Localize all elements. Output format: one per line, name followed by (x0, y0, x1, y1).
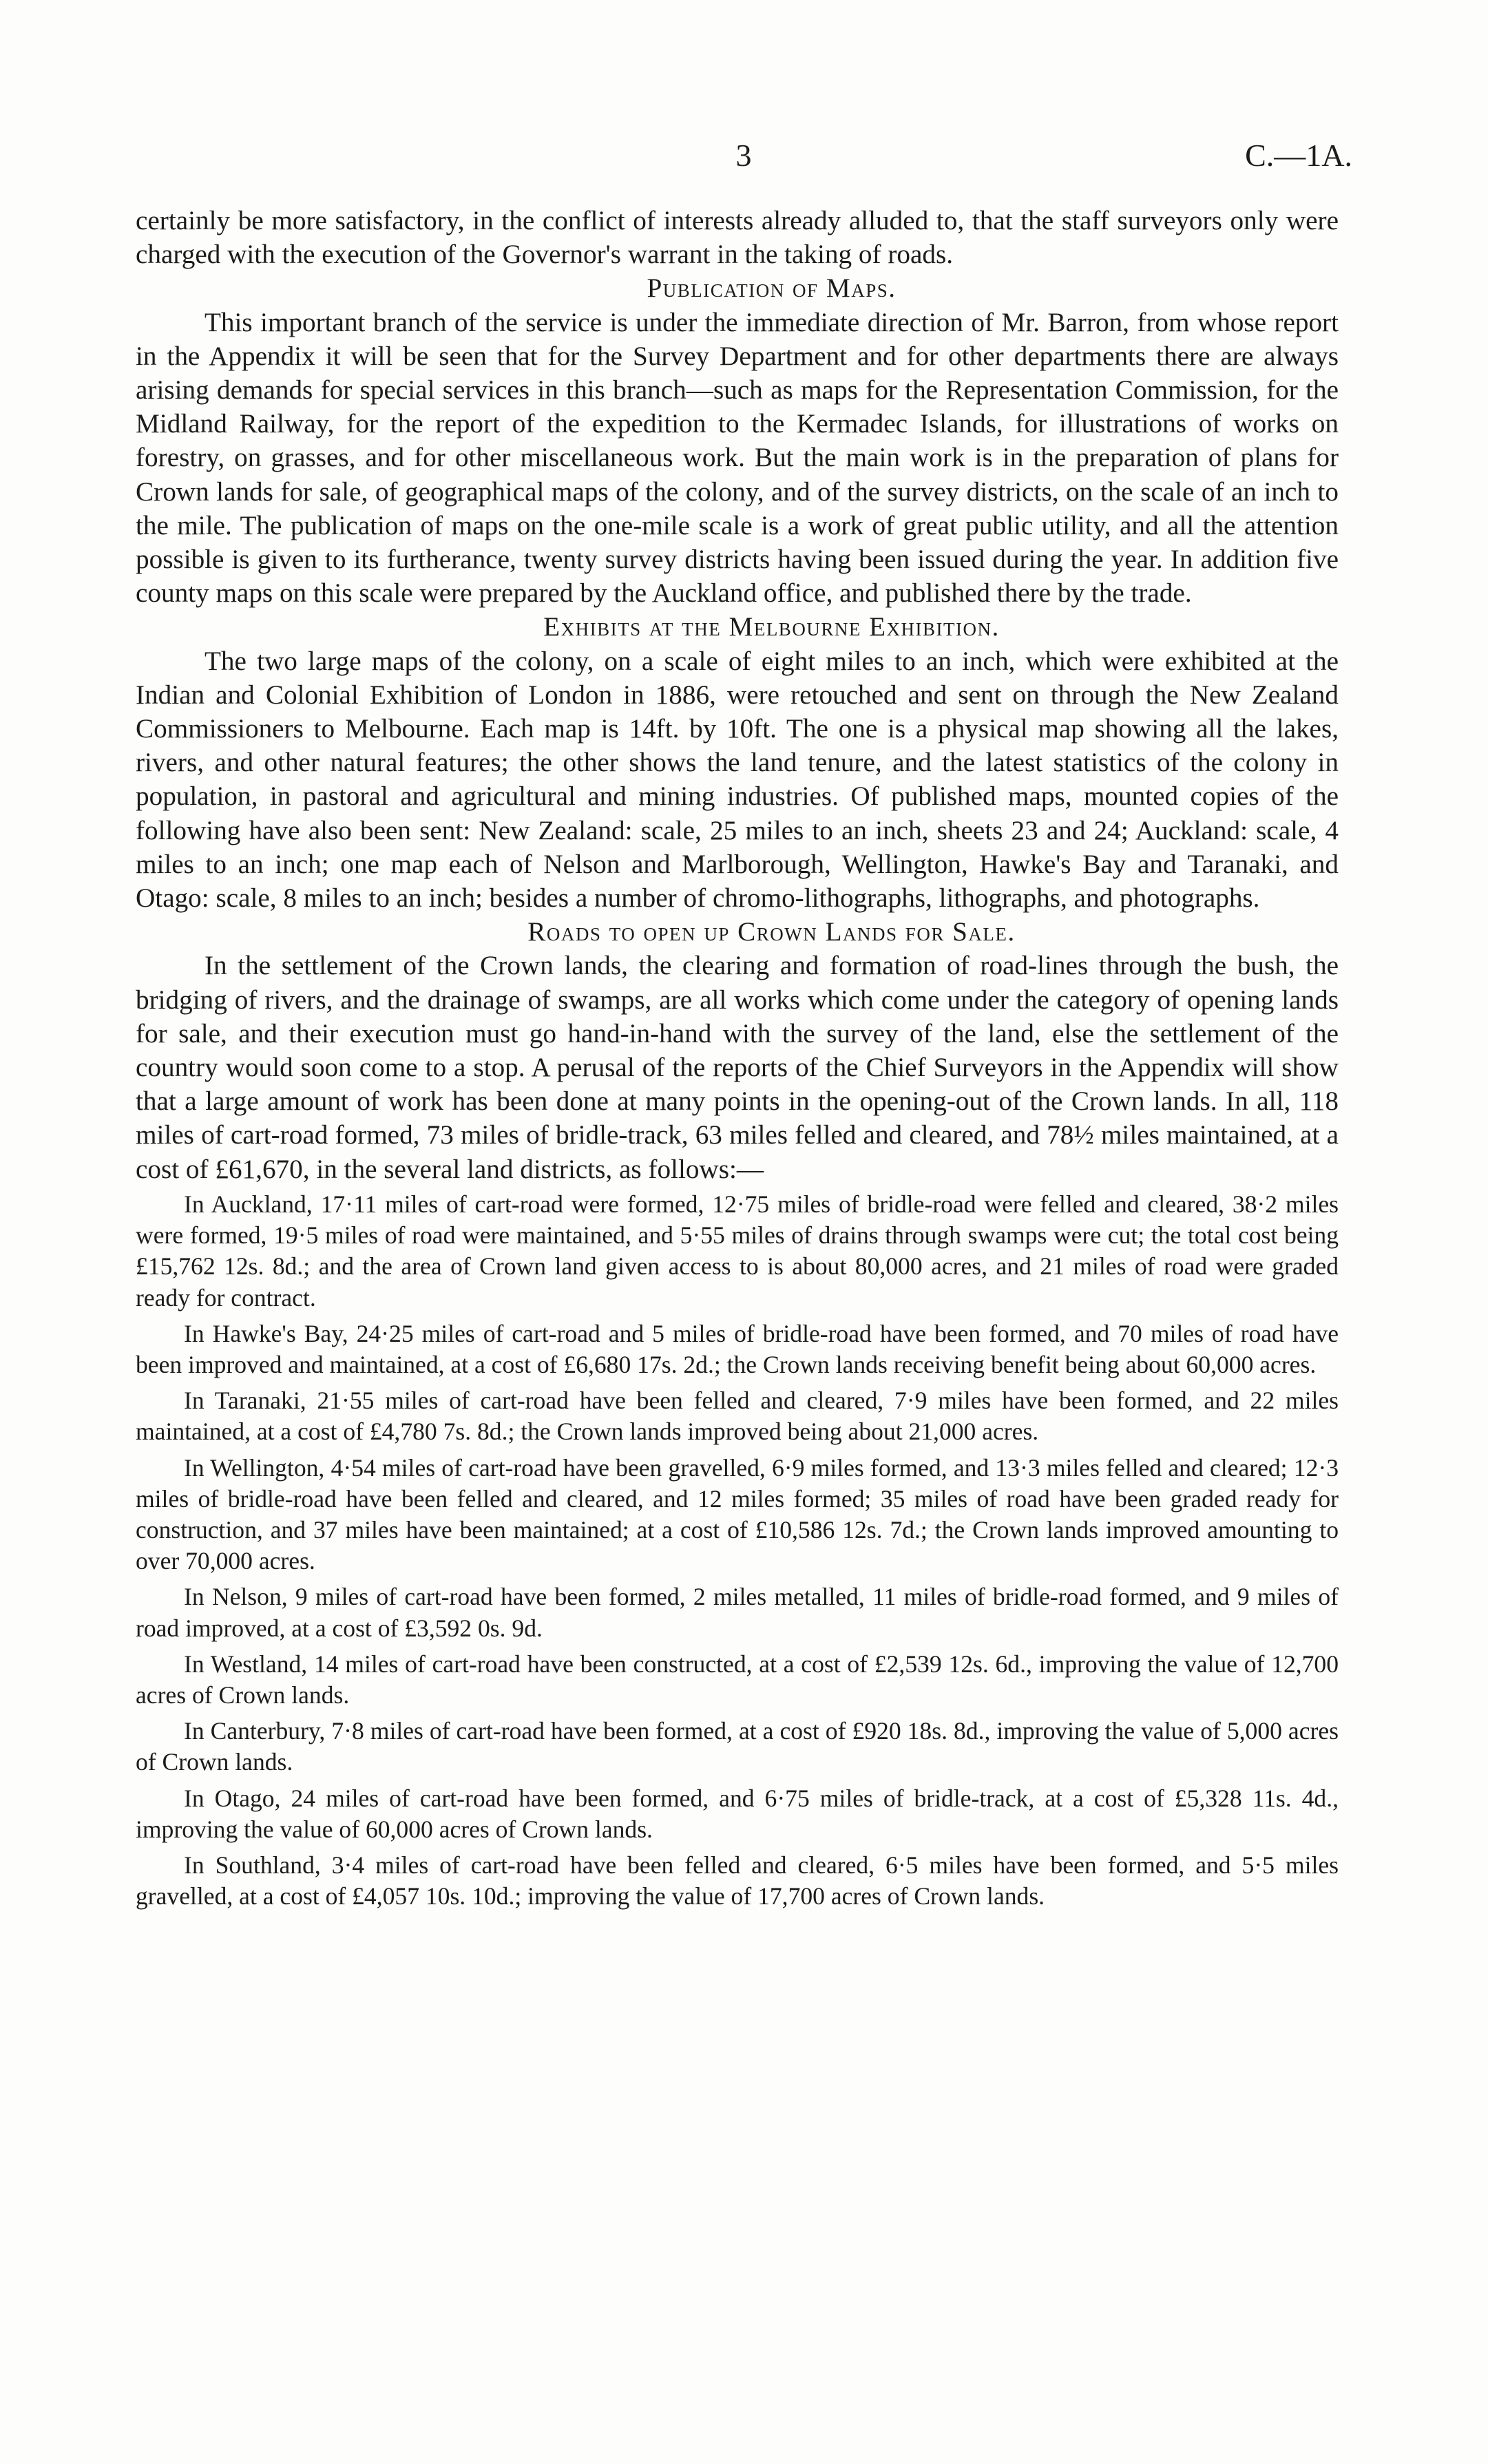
district-canterbury: In Canterbury, 7·8 miles of cart-road have been formed, at a cost of £920 18s. 8d., improving the value of 5,000 acres of Crown lands. (136, 1717, 1339, 1776)
district-nelson: In Nelson, 9 miles of cart-road have been formed, 2 miles metalled, 11 miles of bridle-road formed, and 9 miles of road improved, at a cost of £3,592 0s. 9d. (136, 1583, 1339, 1642)
district-otago: In Otago, 24 miles of cart-road have been formed, and 6·75 miles of bridle-track, at a cost of £5,328 11s. 4d., improving the value of 60,000 acres of Crown lands. (136, 1784, 1339, 1843)
intro-paragraph: certainly be more satisfactory, in the conflict of interests already alluded to, that the staff surveyors only were charged with the execution of the Governor's warrant in the taking of roads. (136, 206, 1339, 270)
section-heading-maps: Publication of Maps. (647, 273, 897, 304)
page-number: 3 (735, 138, 752, 173)
paragraph-exhibits: The two large maps of the colony, on a scale of eight miles to an inch, which were exhibited at the Indian and Colonial Exhibition of London in 1886, were retouched and sent on through the New Zealand Commissioners to Melbourne. Each map is 14ft. by 10ft. The one is a physical map showing all the lakes, rivers, and other natural features; the other shows the land tenure, and the latest statistics of the colony in population, in pastoral and agricultural and mining industries. Of published maps, mounted copies of the following have also been sent: New Zealand: scale, 25 miles to an inch, sheets 23 and 24; Auckland: scale, 4 miles to an inch; one map each of Nelson and Marlborough, Wellington, Hawke's Bay and Taranaki, and Otago: scale, 8 miles to an inch; besides a number of chromo-lithographs, lithographs, and photographs. (136, 646, 1339, 914)
paragraph-maps: This important branch of the service is under the immediate direction of Mr. Barron, from whose report in the Appendix it will be seen that for the Survey Department and for other departments there are always arising demands for special services in this branch—such as maps for the Representation Commission, for the Midland Railway, for the report of the expedition to the Kermadec Islands, for illustrations of works on forestry, on grasses, and for other miscellaneous work. But the main work is in the preparation of plans for Crown lands for sale, of geographical maps of the colony, and of the survey districts, on the scale of an inch to the mile. The publication of maps on the one-mile scale is a work of great public utility, and all the attention possible is given to its furtherance, twenty survey districts having been issued during the year. In addition five county maps on this scale were prepared by the Auckland office, and published there by the trade. (136, 307, 1339, 609)
district-southland: In Southland, 3·4 miles of cart-road have been felled and cleared, 6·5 miles have been formed, and 5·5 miles gravelled, at a cost of £4,057 10s. 10d.; improving the value of 17,700 acres of Crown lands. (136, 1851, 1339, 1910)
body-text (136, 204, 1339, 1917)
paragraph-roads: In the settlement of the Crown lands, the clearing and formation of road-lines through the bush, the bridging of rivers, and the drainage of swamps, are all works which come under the category of opening lands for sale, and their execution must go hand-in-hand with the survey of the land, else the settlement of the country would soon come to a stop. A perusal of the reports of the Chief Surveyors in the Appendix will show that a large amount of work has been done at many points in the opening-out of the Crown lands. In all, 118 miles of cart-road formed, 73 miles of bridle-track, 63 miles felled and cleared, and 78½ miles maintained, at a cost of £61,670, in the several land districts, as follows:— (136, 951, 1339, 1184)
district-westland: In Westland, 14 miles of cart-road have been constructed, at a cost of £2,539 12s. 6d., improving the value of 12,700 acres of Crown lands. (136, 1650, 1339, 1709)
section-heading-roads: Roads to open up Crown Lands for Sale. (527, 917, 1016, 947)
section-heading-exhibits: Exhibits at the Melbourne Exhibition. (543, 612, 1000, 642)
district-list (136, 1189, 1339, 1912)
district-auckland: In Auckland, 17·11 miles of cart-road were formed, 12·75 miles of bridle-road were felled and cleared, 38·2 miles were formed, 19·5 miles of road were maintained, and 5·55 miles of drains through swamps were cut; the total cost being £15,762 12s. 8d.; and the area of Crown land given access to is about 80,000 acres, and 21 miles of road were graded ready for contract. (136, 1190, 1339, 1312)
document-reference: C.—1A. (1245, 138, 1352, 173)
district-wellington: In Wellington, 4·54 miles of cart-road have been gravelled, 6·9 miles formed, and 13·3 miles felled and cleared; 12·3 miles of bridle-road have been felled and cleared, and 12 miles formed; 35 miles of road have been graded ready for construction, and 37 miles have been maintained; at a cost of £10,586 12s. 7d.; the Crown lands improved amounting to over 70,000 acres. (136, 1453, 1339, 1575)
district-taranaki: In Taranaki, 21·55 miles of cart-road have been felled and cleared, 7·9 miles have been formed, and 22 miles maintained, at a cost of £4,780 7s. 8d.; the Crown lands improved being about 21,000 acres. (136, 1387, 1339, 1446)
district-hawkes-bay: In Hawke's Bay, 24·25 miles of cart-road and 5 miles of bridle-road have been formed, and 70 miles of road have been improved and maintained, at a cost of £6,680 17s. 2d.; the Crown lands receiving benefit being about 60,000 acres. (136, 1319, 1339, 1378)
